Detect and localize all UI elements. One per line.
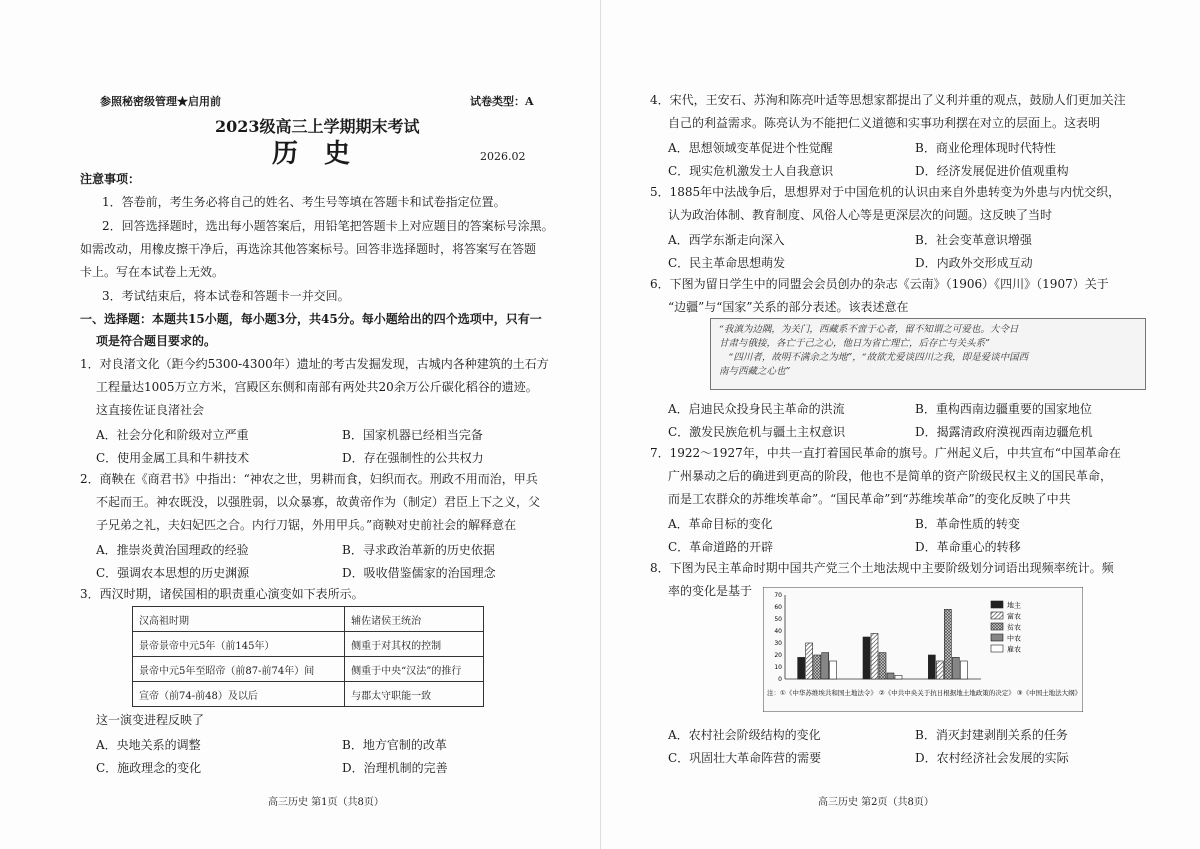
q3-option-a: A．央地关系的调整 <box>96 738 201 752</box>
q5-option-d: D．内政外交形成互动 <box>915 256 1033 270</box>
quote-line: “我滇为边隅，为关门，西藏系不啻于心者，留不知谓之可爱也。大令日 <box>719 324 1019 335</box>
q1-option-d: D．存在强制性的公共权力 <box>342 451 484 465</box>
bar <box>879 653 886 679</box>
q8-bar-chart <box>763 587 1083 712</box>
legend-swatch <box>991 612 1003 619</box>
bar <box>871 633 878 679</box>
q4-option-a: A．思想领域变革促进个性觉醒 <box>668 141 833 155</box>
q2-stem: 2．商鞅在《商君书》中指出：“神农之世，男耕而食，妇织而衣。刑政不用而治，甲兵 <box>80 472 538 486</box>
q7-stem: 7．1922～1927年，中共一直打着国民革命的旗号。广州起义后，中共宣布“中国革命在 <box>650 446 1121 460</box>
q7-option-d: D．革命重心的转移 <box>915 540 1021 554</box>
y-tick-label: 20 <box>774 652 782 659</box>
note-line: 2．回答选择题时，选出每小题答案后，用铅笔把答题卡上对应题目的答案标号涂黑。 <box>102 219 554 233</box>
legend-swatch <box>991 634 1003 641</box>
table-row <box>133 657 484 682</box>
bar <box>814 655 821 679</box>
exam-date: 2026.02 <box>480 150 526 163</box>
q1-stem: 1．对良渚文化（距今约5300-4300年）遗址的考古发掘发现，古城内各种建筑的土石方 <box>80 357 549 371</box>
q1-stem: 这直接佐证良渚社会 <box>96 403 205 417</box>
q5-option-b: B．社会变革意识增强 <box>915 233 1032 247</box>
q2-option-c: C．强调农本思想的历史渊源 <box>96 566 250 580</box>
q4-option-b: B．商业伦理体现时代特性 <box>915 141 1056 155</box>
table-row <box>133 682 484 707</box>
legend-label: 富农 <box>1007 612 1021 621</box>
table-cell: 景帝景帝中元5年（前145年） <box>133 632 345 657</box>
q1-option-b: B．国家机器已经相当完备 <box>342 428 483 442</box>
q8-option-a: A．农村社会阶级结构的变化 <box>668 728 821 742</box>
q6-stem: 6．下图为留日学生中的同盟会会员创办的杂志《云南》（1906）《四川》（1907）关于 <box>650 277 1109 291</box>
q5-option-c: C．民主革命思想萌发 <box>668 256 786 270</box>
legend-swatch <box>991 623 1003 630</box>
q2-stem: 不起而王。神农既没，以强胜弱，以众暴寡，故黄帝作为（制定）君臣上下之义，父 <box>96 495 541 509</box>
q4-option-d: D．经济发展促进价值观重构 <box>915 164 1069 178</box>
q7-option-c: C．革命道路的开辟 <box>668 540 774 554</box>
note-line: 3．考试结束后，将本试卷和答题卡一并交回。 <box>102 289 350 303</box>
q3-stem: 3．西汉时期，诸侯国相的职责重心演变如下表所示。 <box>80 587 364 601</box>
table-row <box>133 632 484 657</box>
q7-option-a: A．革命目标的变化 <box>668 517 773 531</box>
legend-label: 贫农 <box>1007 623 1021 632</box>
q3-table <box>132 606 484 707</box>
table-row <box>133 607 484 632</box>
q4-option-c: C．现实危机激发士人自我意识 <box>668 164 834 178</box>
q8-option-c: C．巩固壮大革命阵营的需要 <box>668 751 822 765</box>
q2-option-d: D．吸收借鉴儒家的治国理念 <box>342 566 496 580</box>
bar <box>928 655 935 679</box>
section-heading: 项是符合题目要求的。 <box>96 334 217 348</box>
legend-swatch <box>991 601 1003 608</box>
note-line: 卡上。写在本试卷上无效。 <box>80 265 225 279</box>
exam-title: 2023级高三上学期期末考试 <box>215 117 420 136</box>
q8-option-d: D．农村经济社会发展的实际 <box>915 751 1069 765</box>
bar <box>887 673 894 679</box>
q4-stem: 自己的利益需求。陈亮认为不能把仁义道德和实事功利摆在对立的层面上。这表明 <box>668 116 1101 130</box>
confidential-header: 参照秘密级管理★启用前 <box>100 95 221 108</box>
page-footer: 高三历史 第2页（共8页） <box>818 797 934 808</box>
q6-option-d: D．揭露清政府漠视西南边疆危机 <box>915 425 1093 439</box>
bar <box>863 637 870 679</box>
y-tick-label: 50 <box>774 616 782 623</box>
bar <box>895 675 902 679</box>
page-2 <box>600 0 1200 849</box>
y-tick-label: 70 <box>774 592 782 599</box>
quote-line: “四川者，故明不满余之为地”，“故欲尤爱谈四川之我，即是爱谈中国西 <box>719 352 1029 363</box>
bar <box>944 609 951 679</box>
q7-stem: 广州暴动之后的确进到更高的阶段，他也不是简单的资产阶级民权主义的国民革命， <box>668 469 1113 483</box>
bar <box>798 657 805 679</box>
bar <box>822 653 829 679</box>
table-cell: 景帝中元5年至昭帝（前87-前74年）间 <box>133 657 345 682</box>
y-tick-label: 10 <box>774 664 782 671</box>
table-cell: 辅佐诸侯王统治 <box>345 607 484 632</box>
q3-lead: 这一演变进程反映了 <box>96 713 205 727</box>
y-tick-label: 0 <box>778 676 782 683</box>
table-cell: 汉高祖时期 <box>133 607 345 632</box>
notes-title: 注意事项： <box>80 172 141 186</box>
bar <box>830 661 837 679</box>
y-tick-label: 40 <box>774 628 782 635</box>
legend-label: 地主 <box>1007 601 1021 610</box>
subject-title: 历 史 <box>272 139 351 169</box>
q3-option-d: D．治理机制的完善 <box>342 761 448 775</box>
note-line: 1．答卷前，考生务必将自己的姓名、考生号等填在答题卡和试卷指定位置。 <box>102 195 506 209</box>
chart-caption: 注：①《中华苏维埃共和国土地法令》 ②《中共中央关于抗日根据地土地政策的决定》 ③《中国土地法大纲》 <box>767 689 1082 697</box>
bar <box>960 661 967 679</box>
section-heading: 一、选择题：本题共15小题，每小题3分，共45分。每小题给出的四个选项中，只有一 <box>80 312 542 326</box>
q1-option-a: A．社会分化和阶级对立严重 <box>96 428 249 442</box>
q5-stem: 认为政治体制、教育制度、风俗人心等是更深层次的问题。这反映了当时 <box>668 208 1053 222</box>
table-cell: 侧重于对其权的控制 <box>345 632 484 657</box>
q6-stem: “边疆”与“国家”关系的部分表述。该表述意在 <box>668 300 909 314</box>
bar <box>806 643 813 679</box>
q5-option-a: A．西学东渐走向深入 <box>668 233 785 247</box>
q6-option-c: C．激发民族危机与疆土主权意识 <box>668 425 846 439</box>
note-line: 如需改动，用橡皮擦干净后，再选涂其他答案标号。回答非选择题时，将答案写在答题 <box>80 242 537 256</box>
bar <box>936 661 943 679</box>
table-cell: 侧重于中央“汉法”的推行 <box>345 657 484 682</box>
q6-option-b: B．重构西南边疆重要的国家地位 <box>915 402 1092 416</box>
q2-option-a: A．推崇炎黄治国理政的经验 <box>96 543 249 557</box>
q3-option-c: C．施政理念的变化 <box>96 761 202 775</box>
y-tick-label: 30 <box>774 640 782 647</box>
quote-line: 南与西藏之心也” <box>719 366 791 377</box>
q4-stem: 4．宋代，王安石、苏洵和陈亮叶适等思想家都提出了义利并重的观点，鼓励人们更加关注 <box>650 93 1126 107</box>
table-cell: 与郡太守职能一致 <box>345 682 484 707</box>
paper-type: 试卷类型：A <box>470 95 534 108</box>
q8-stem: 率的变化是基于 <box>668 584 753 598</box>
quote-line: 甘肃与俄接，各亡于己之心，他日为省亡理亡，后存亡与关头系” <box>719 338 990 349</box>
legend-label: 中农 <box>1007 634 1021 643</box>
q8-option-b: B．消灭封建剥削关系的任务 <box>915 728 1068 742</box>
q1-stem: 工程量达1005万立方米，宫殿区东侧和南部有两处共20余万公斤碳化稻谷的遗迹。 <box>96 380 538 394</box>
q3-option-b: B．地方官制的改革 <box>342 738 447 752</box>
q6-option-a: A．启迪民众投身民主革命的洪流 <box>668 402 845 416</box>
q2-stem: 子兄弟之礼，夫妇妃匹之合。内行刀锯，外用甲兵。”商鞅对史前社会的解释意在 <box>96 518 517 532</box>
table-cell: 宣帝（前74-前48）及以后 <box>133 682 345 707</box>
y-tick-label: 60 <box>774 604 782 611</box>
legend-swatch <box>991 645 1003 652</box>
q8-stem: 8．下图为民主革命时期中国共产党三个土地法规中主要阶级划分词语出现频率统计。频 <box>650 561 1114 575</box>
page-footer: 高三历史 第1页（共8页） <box>268 797 384 808</box>
bar <box>952 657 959 679</box>
q7-option-b: B．革命性质的转变 <box>915 517 1020 531</box>
legend-label: 雇农 <box>1007 645 1021 654</box>
q7-stem: 而是工农群众的苏维埃革命”。“国民革命”到“苏维埃革命”的变化反映了中共 <box>668 492 1071 506</box>
q6-quote-box <box>710 318 1146 390</box>
q1-option-c: C．使用金属工具和牛耕技术 <box>96 451 250 465</box>
q2-option-b: B．寻求政治革新的历史依据 <box>342 543 495 557</box>
q5-stem: 5．1885年中法战争后，思想界对于中国危机的认识由来自外患转变为外患与内忧交织， <box>650 185 1121 199</box>
